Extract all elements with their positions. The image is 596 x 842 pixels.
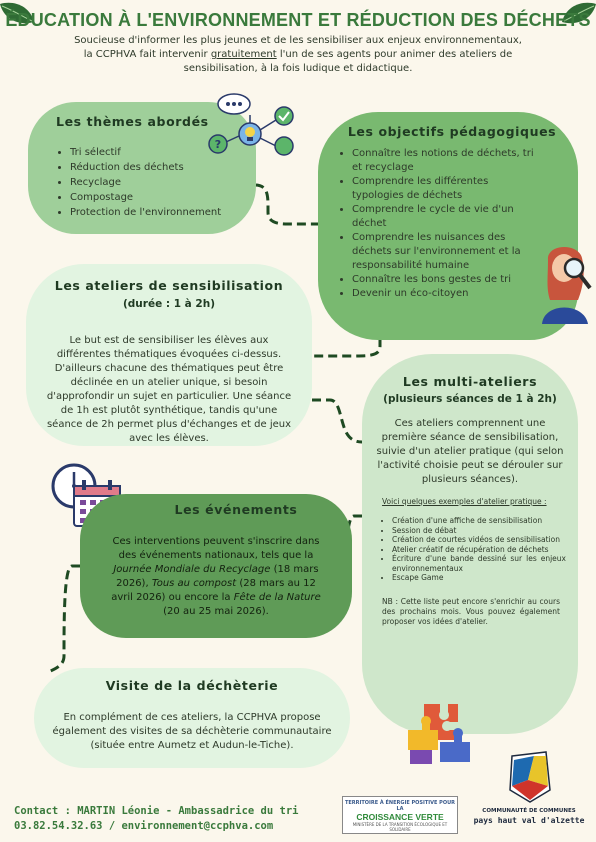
objectifs-list bbox=[340, 147, 564, 301]
magnifier-girl-illustration bbox=[538, 240, 596, 324]
cc-name: COMMUNAUTÉ DE COMMUNES pays haut val d'alzette bbox=[473, 808, 585, 825]
multi-ateliers-card bbox=[362, 354, 578, 734]
intro-text: Soucieuse d'informer les plus jeunes et de les sensibiliser aux enjeux environnementaux, la CCPHVA fait intervenir gratuitement l'un de ses agents pour animer des ateliers de sensibilisation, à la fois ludique et didactique. bbox=[74, 35, 522, 74]
list-item: • Devenir un éco-citoyen bbox=[352, 287, 564, 301]
visite-heading: Visite de la déchèterie bbox=[105, 678, 279, 693]
ateliers-card bbox=[26, 264, 312, 446]
multi-text: Ces ateliers comprennent une première séance de sensibilisation, suivie d'un atelier pratique (qui selon l'activité choisie peut se dérouler sur plusieurs séances). bbox=[376, 418, 564, 485]
contact-info bbox=[14, 804, 298, 834]
list-item: • Création de courtes vidéos de sensibilisation bbox=[392, 535, 566, 545]
puzzle-icon bbox=[404, 700, 474, 766]
list-item: • Réduction des déchets bbox=[70, 160, 238, 175]
nb-note: NB : Cette liste peut encore s'enrichir au cours des prochains mois. Vous pouvez également proposer vos idées d'atelier. bbox=[382, 596, 560, 626]
events-heading: Les événements bbox=[174, 502, 298, 517]
svg-text:?: ? bbox=[214, 138, 222, 151]
multi-duration: (plusieurs séances de 1 à 2h) bbox=[383, 393, 557, 405]
contact-name: Contact : MARTIN Léonie - Ambassadrice du tri bbox=[14, 805, 299, 817]
examples-list bbox=[374, 516, 566, 583]
themes-list bbox=[56, 145, 238, 220]
list-item: • Comprendre les différentes typologies de déchets bbox=[352, 175, 564, 203]
thinking-brain-icon bbox=[204, 90, 304, 156]
list-item: • Escape Game bbox=[392, 573, 566, 583]
ateliers-duration: (durée : 1 à 2h) bbox=[122, 298, 215, 310]
list-item: • Atelier créatif de récupération de déchets bbox=[392, 545, 566, 555]
visite-text: En complément de ces ateliers, la CCPHVA propose également des visites de sa déchèterie communautaire (située entre Aumetz et Audun-le-Tiche). bbox=[52, 712, 332, 751]
list-item: • Écriture d'une bande dessiné sur les enjeux environnementaux bbox=[392, 554, 566, 573]
examples-label: Voici quelques exemples d'atelier pratique : bbox=[382, 497, 547, 506]
ccphva-logo bbox=[506, 750, 552, 804]
list-item: • Connaître les bons gestes de tri bbox=[352, 273, 564, 287]
list-item: • Comprendre le cycle de vie d'un déchet bbox=[352, 203, 564, 231]
multi-heading: Les multi-ateliers bbox=[402, 374, 538, 389]
contact-details: 03.82.54.32.63 / environnement@ccphva.com bbox=[14, 820, 274, 832]
list-item: • Protection de l'environnement bbox=[70, 205, 238, 220]
ateliers-text: Le but est de sensibiliser les élèves aux différentes thématiques évoquées ci-dessus. D'ailleurs chacune des thématiques peut être déclinée en un atelier unique, si besoin d'approfondir un sujet en particulier. Une séance de 1h est plutôt synthétique, tandis qu'une séance de 2h permet plus d'échanges et de jeux avec les élèves. bbox=[46, 335, 292, 444]
themes-heading: Les thèmes abordés bbox=[56, 114, 209, 129]
events-text: Ces interventions peuvent s'inscrire dans des événements nationaux, tels que la Journée Mondiale du Recyclage (18 mars 2026), Tous au compost (28 mars au 12 avril 2026) ou encore la Fête de la Nature (20 au 25 mai 2026). bbox=[111, 536, 321, 617]
events-card bbox=[80, 494, 352, 638]
list-item: • Connaître les notions de déchets, tri et recyclage bbox=[352, 147, 564, 175]
visite-card bbox=[34, 668, 350, 768]
list-item: • Recyclage bbox=[70, 175, 238, 190]
objectifs-heading: Les objectifs pédagogiques bbox=[347, 124, 557, 139]
list-item: • Tri sélectif bbox=[70, 145, 238, 160]
tepcv-badge: TERRITOIRE À ÉNERGIE POSITIVE POUR LA CROISSANCE VERTE MINISTÈRE DE LA TRANSITION ÉCOLOGIQUE ET SOLIDAIRE bbox=[342, 796, 458, 834]
list-item: • Comprendre les nuisances des déchets sur l'environnement et la responsabilité humaine bbox=[352, 231, 564, 273]
list-item: • Session de débat bbox=[392, 526, 566, 536]
page-title: ÉDUCATION À L'ENVIRONNEMENT ET RÉDUCTION DES DÉCHETS bbox=[5, 10, 591, 30]
list-item: • Compostage bbox=[70, 190, 238, 205]
list-item: • Création d'une affiche de sensibilisation bbox=[392, 516, 566, 526]
ateliers-heading: Les ateliers de sensibilisation bbox=[54, 278, 284, 293]
